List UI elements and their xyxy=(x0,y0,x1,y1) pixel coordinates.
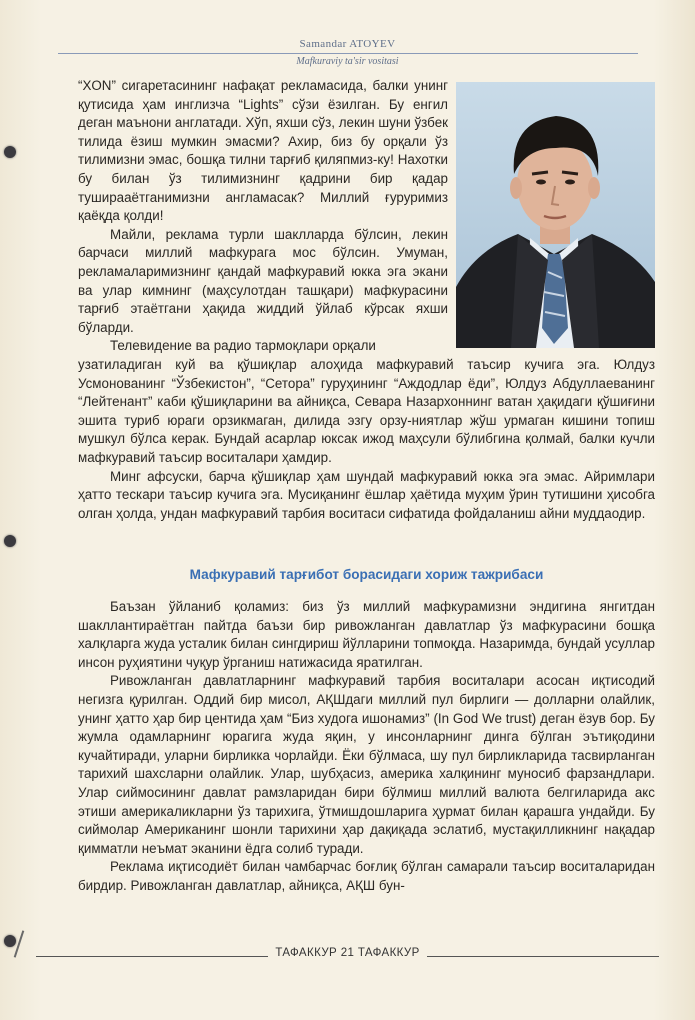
page-footer xyxy=(0,946,695,966)
header-subtitle: Mafkuraviy ta'sir vositasi xyxy=(296,56,399,67)
paragraph: Майли, реклама турли шаклларда бўлсин, лекин барчаси миллий мафкурага мос бўлсин. Умуман, рекламаларимизнинг қандай мафкуравий юкка эга экани ва улар кимнинг (маҳсулотдан ташқари) мафкурасини тарғиб этаётгани ҳақида жиддий ўйлаб кўрсак яхши бўларди. xyxy=(78,226,448,335)
header-author: Samandar ATOYEV xyxy=(299,38,396,50)
binder-hole xyxy=(4,535,16,547)
header-rule xyxy=(58,53,638,54)
author-photo xyxy=(456,82,655,348)
text-full-width-upper xyxy=(78,356,655,523)
text-column-beside-photo xyxy=(78,77,448,356)
section-heading: Мафкуравий тарғибот борасидаги хориж тажрибаси xyxy=(189,567,544,582)
portrait-illustration xyxy=(456,82,655,348)
paragraph: Телевидение ва радио тармоқлари орқали xyxy=(110,338,376,354)
paragraph: Баъзан ўйланиб қоламиз: биз ўз миллий мафкурамизни эндигина янгитдан шакллантираётган пайтда баъзи бир ривожланган давлатлар ўз мафкурасини бошқа халқларга жуда усталик билан сингдириш йўлларини топмоқда. Назаримда, бундай усуллар инсон руҳиятини чуқур ўрганиш натижасида яратилган. xyxy=(78,599,655,670)
paragraph: “XON” сигаретасининг нафақат рекламасида, балки унинг қутисида ҳам инглизча “Lights” сўзи ёзилган. Бу енгил деган маънони англатади. Хўп, яхши сўз, лекин шуни ўзбек тилида ёзиш мумкин эмасми? Ахир, биз бу орқали ўз тилимизни эмас, бошқа тилни тарғиб қиляпмиз-ку! Нахотки бу билан ўз тилимизнинг қадрини бир қадар туширааётганимизни англамасак? Миллий ғуруримиз қаёқда қолди! xyxy=(78,78,448,224)
text-full-width-lower xyxy=(78,598,655,896)
paragraph: Ривожланган давлатларнинг мафкуравий тарбия воситалари асосан иқтисодий негизга қурилган. Оддий бир мисол, АҚШдаги миллий пул бирлиги — долларни олайлик, унинг ҳатто ҳар бир центида ҳам “Биз худога ишонамиз” (In God We trust) деган ёзув бор. Бу жумла одамларнинг юрагига жуда яқин, у инсонларнинг динга бўлган эътиқодини кучайтиради, уларни бирликка чорлайди. Ёки бўлмаса, шу пул бирликларида тасвирланган тарихий шахсларни олайлик. Улар, шубҳасиз, америка халқининг муносиб фарзандлари. Улар сиймосининг давлат рамзларидан бири бўлмиш миллий валюта белгиларида акс этиши америкаликларни ўз тарихига, ўтмишдошларига ҳурмат билан қарашга ундайди. Бу сиймолар Американинг шонли тарихини ҳар дақиқада эслатиб, мустақилликнинг нақадар қимматли неъмат эканини ёдга солиб туради. xyxy=(78,673,655,856)
footer-page-label: ТАФАККУР 21 ТАФАККУР xyxy=(275,947,420,959)
paragraph: Минг афсуски, барча қўшиқлар ҳам шундай мафкуравий юкка эга эмас. Айримлари ҳатто тескари таъсир кучига эга. Мусиқанинг ёшлар ҳаётида муҳим ўрин тутишини ҳисобга олган ҳолда, ундан мафкуравий тарбия воситаси сифатида фойдаланиш айни муддаодир. xyxy=(78,468,655,521)
paragraph: узатиладиган куй ва қўшиқлар алоҳида мафкуравий таъсир кучига эга. Юлдуз Усмонованинг “Ўзбекистон”, “Сетора” гуруҳининг “Аждодлар ёди”, Юлдуз Абдуллаеванинг “Лейтенант” каби қўшиқларини ва айниқса, Севара Назархоннинг ватан ҳақидаги қўшиғини эшита туриб юраги орзикмаган, дилида эзгу орзу-ниятлар жўш урмаган кишини топиш мушкул бўлса керак. Бундай асарлар юксак ижод маҳсули бўлибгина қолмай, балки кучли мафкуравий таъсир воситалари ҳамдир. xyxy=(78,357,655,465)
paragraph: Реклама иқтисодиёт билан чамбарчас боғлиқ бўлган самарали таъсир воситаларидан бирдир. Ривожланган давлатлар, айниқса, АҚШ бун- xyxy=(78,859,655,893)
footer-rule-right xyxy=(427,956,659,957)
binder-hole xyxy=(4,146,16,158)
running-header xyxy=(0,38,695,68)
footer-rule-left xyxy=(36,956,268,957)
